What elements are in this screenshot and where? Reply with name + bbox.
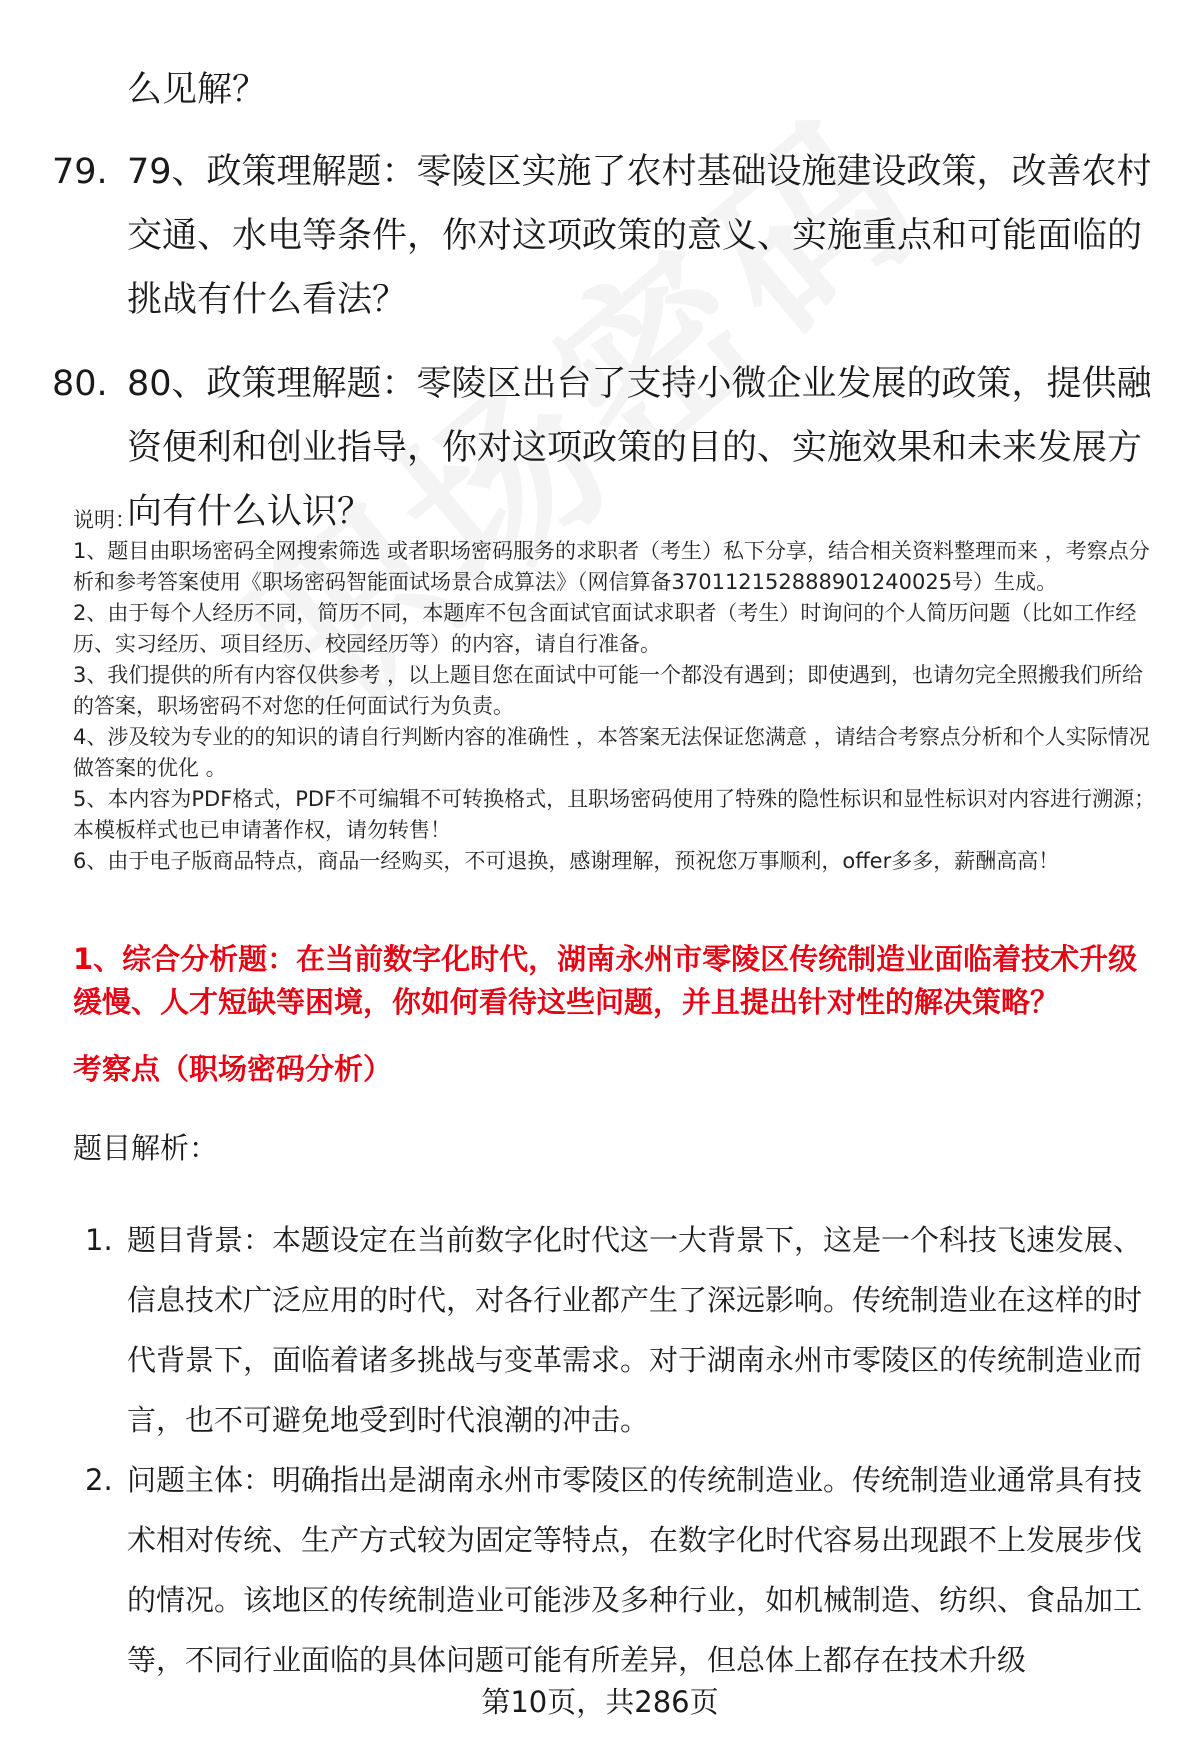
note-item: 5、本内容为PDF格式，PDF不可编辑不可转换格式，且职场密码使用了特殊的隐性标识和显性标识对内容进行溯源；本模板样式也已申请著作权，请勿转售！ bbox=[73, 787, 1156, 842]
question-title: 1、综合分析题：在当前数字化时代，湖南永州市零陵区传统制造业面临着技术升级缓慢、人才短缺等困境，你如何看待这些问题，并且提出针对性的解决策略？ bbox=[73, 942, 1138, 1019]
question-text: 79、政策理解题：零陵区实施了农村基础设施建设政策，改善农村交通、水电等条件，你对这项政策的意义、实施重点和可能面临的挑战有什么看法？ bbox=[127, 152, 1152, 320]
analysis-number: 1. bbox=[85, 1223, 113, 1257]
note-item: 3、我们提供的所有内容仅供参考 ，以上题目您在面试中可能一个都没有遇到；即使遇到，也请勿完全照搬我们所给的答案，职场密码不对您的任何面试行为负责。 bbox=[73, 663, 1144, 718]
notes-section bbox=[73, 505, 1158, 877]
question-list bbox=[0, 140, 1200, 564]
note-item: 2、由于每个人经历不同，简历不同，本题库不包含面试官面试求职者（考生）时询问的个人简历问题（比如工作经历、实习经历、项目经历、校园经历等）的内容，请自行准备。 bbox=[73, 601, 1137, 656]
section-subheading: 考察点（职场密码分析） bbox=[73, 1052, 393, 1086]
question-number: 80. bbox=[52, 364, 108, 404]
question-item bbox=[0, 140, 1200, 332]
question-text: 80、政策理解题：零陵区出台了支持小微企业发展的政策，提供融资便利和创业指导，你对这项政策的目的、实施效果和未来发展方向有什么认识？ bbox=[127, 364, 1152, 532]
analysis-item bbox=[0, 1450, 1200, 1690]
analysis-label: 题目解析： bbox=[73, 1131, 219, 1165]
note-item: 6、由于电子版商品特点，商品一经购买，不可退换，感谢理解，预祝您万事顺利，offer多多，薪酬高高！ bbox=[73, 849, 1060, 873]
question-number: 79. bbox=[52, 152, 108, 192]
analysis-text: 题目背景：本题设定在当前数字化时代这一大背景下，这是一个科技飞速发展、信息技术广泛应用的时代，对各行业都产生了深远影响。传统制造业在这样的时代背景下，面临着诸多挑战与变革需求。对于湖南永州市零陵区的传统制造业而言，也不可避免地受到时代浪潮的冲击。 bbox=[127, 1223, 1143, 1437]
notes-heading: 说明： bbox=[73, 508, 136, 532]
analysis-number: 2. bbox=[85, 1463, 113, 1497]
analysis-item bbox=[0, 1210, 1200, 1450]
note-item: 1、题目由职场密码全网搜索筛选 或者职场密码服务的求职者（考生）私下分享，结合相关资料整理而来 ，考察点分析和参考答案使用《职场密码智能面试场景合成算法》（网信算备370112152888901240025号）生成。 bbox=[73, 539, 1150, 594]
analysis-list bbox=[0, 1210, 1200, 1690]
analysis-text: 问题主体：明确指出是湖南永州市零陵区的传统制造业。传统制造业通常具有技术相对传统、生产方式较为固定等特点，在数字化时代容易出现跟不上发展步伐的情况。该地区的传统制造业可能涉及多种行业，如机械制造、纺织、食品加工等，不同行业面临的具体问题可能有所差异，但总体上都存在技术升级 bbox=[127, 1463, 1143, 1677]
note-item: 4、涉及较为专业的的知识的请自行判断内容的准确性 ，本答案无法保证您满意 ，请结合考察点分析和个人实际情况做答案的优化 。 bbox=[73, 725, 1150, 780]
continuation-text: 么见解？ bbox=[127, 70, 268, 110]
page-footer: 第10页，共286页 bbox=[481, 1685, 719, 1719]
